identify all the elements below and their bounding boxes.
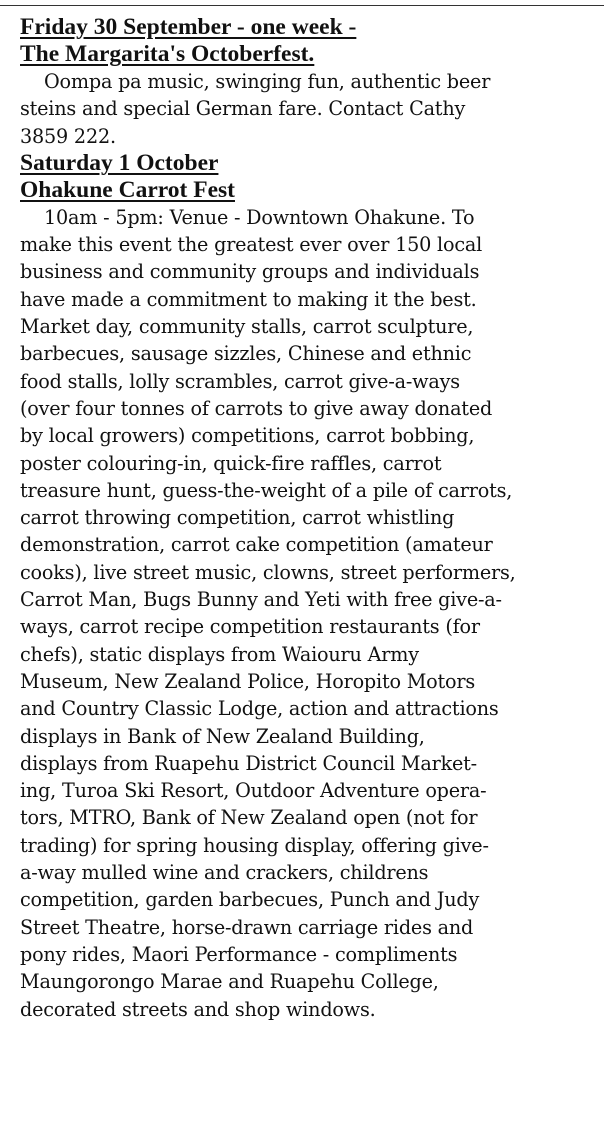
- body-line: barbecues, sausage sizzles, Chinese and ethnic: [20, 342, 472, 366]
- body-line: 3859 222.: [20, 124, 116, 148]
- body-line: tors, MTRO, Bank of New Zealand open (not for: [20, 806, 478, 830]
- body-line: treasure hunt, guess-the-weight of a pile of carrots,: [20, 478, 513, 502]
- body-line: Street Theatre, horse-drawn carriage rides and: [20, 915, 474, 939]
- body-line: displays from Ruapehu District Council Market-: [20, 751, 477, 775]
- body-line: competition, garden barbecues, Punch and Judy: [20, 888, 480, 912]
- body-line: cooks), live street music, clowns, street performers,: [20, 560, 516, 584]
- event-heading: [20, 150, 594, 204]
- body-line: chefs), static displays from Waiouru Army: [20, 642, 419, 666]
- heading-line: The Margarita's Octoberfest.: [20, 41, 315, 67]
- body-line: displays in Bank of New Zealand Building,: [20, 724, 425, 748]
- heading-line: Ohakune Carrot Fest: [20, 176, 235, 203]
- body-line: food stalls, lolly scrambles, carrot give-a-ways: [20, 369, 460, 393]
- body-line: pony rides, Maori Performance - compliments: [20, 942, 458, 966]
- body-line: decorated streets and shop windows.: [20, 997, 376, 1021]
- body-line: Oompa pa music, swinging fun, authentic beer: [44, 70, 491, 93]
- body-line: trading) for spring housing display, offering give-: [20, 833, 489, 857]
- body-line: 10am - 5pm: Venue - Downtown Ohakune. To: [44, 205, 475, 229]
- body-line: Maungorongo Marae and Ruapehu College,: [20, 970, 439, 994]
- body-line: steins and special German fare. Contact Cathy: [20, 97, 466, 121]
- body-line: ways, carrot recipe competition restaurants (for: [20, 615, 480, 639]
- body-line: have made a commitment to making it the best.: [20, 287, 477, 311]
- body-line: poster colouring-in, quick-fire raffles, carrot: [20, 451, 442, 475]
- body-line: carrot throwing competition, carrot whistling: [20, 506, 455, 530]
- body-line: Museum, New Zealand Police, Horopito Motors: [20, 669, 475, 693]
- event-heading: [20, 14, 594, 68]
- top-rule: [0, 5, 604, 6]
- body-line: and Country Classic Lodge, action and attractions: [20, 697, 499, 721]
- body-line: (over four tonnes of carrots to give away donated: [20, 396, 493, 420]
- event-description: [20, 68, 594, 150]
- body-line: by local growers) competitions, carrot bobbing,: [20, 424, 475, 448]
- body-line: demonstration, carrot cake competition (amateur: [20, 533, 493, 557]
- event-carrot-fest: [20, 150, 594, 1023]
- event-description: [20, 204, 594, 1023]
- body-line: make this event the greatest ever over 150 local: [20, 233, 483, 257]
- body-line: business and community groups and individuals: [20, 260, 480, 284]
- event-octoberfest: [20, 14, 594, 150]
- body-line: Carrot Man, Bugs Bunny and Yeti with free give-a-: [20, 588, 502, 612]
- event-listing-column: [20, 14, 594, 1023]
- body-line: ing, Turoa Ski Resort, Outdoor Adventure opera-: [20, 779, 487, 803]
- body-line: Market day, community stalls, carrot sculpture,: [20, 315, 474, 339]
- heading-line: Saturday 1 October: [20, 149, 219, 176]
- heading-line: Friday 30 September - one week -: [20, 14, 357, 40]
- body-line: a-way mulled wine and crackers, childrens: [20, 861, 429, 885]
